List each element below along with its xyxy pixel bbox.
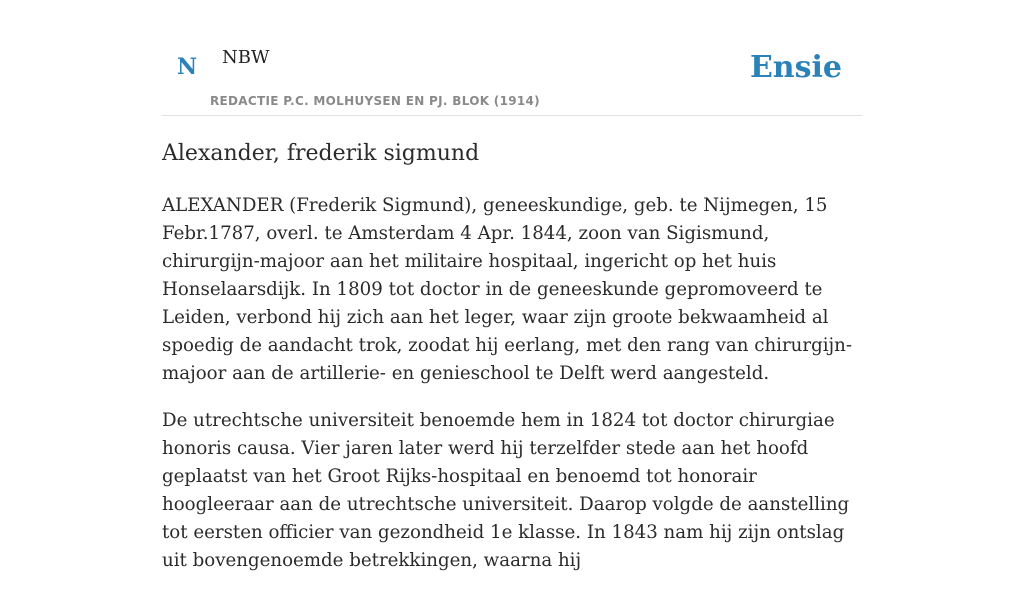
source-header	[162, 0, 862, 116]
article-title: Alexander, frederik sigmund	[162, 141, 480, 166]
source-name-link[interactable]: NBW	[222, 47, 270, 68]
brand-logo[interactable]: Ensie	[749, 50, 842, 85]
article-paragraph: ALEXANDER (Frederik Sigmund), geneeskundige, geb. te Nijmegen, 15 Febr.1787, overl. te Amsterdam 4 Apr. 1844, zoon van Sigismund, chirurgijn-majoor aan het militaire hospitaal, ingericht op het huis Honselaarsdijk. In 1809 tot doctor in de geneeskunde gepromoveerd te Leiden, verbond hij zich aan het leger, waar zijn groote bekwaamheid al spoedig de aandacht trok, zoodat hij eerlang, met den rang van chirurgijn-majoor aan de artillerie- en genieschool te Delft werd aangesteld.	[162, 195, 853, 384]
article-body	[162, 192, 862, 594]
source-logo-icon[interactable]: N	[177, 54, 198, 80]
source-subtitle: REDACTIE P.C. MOLHUYSEN EN PJ. BLOK (1914)	[210, 94, 540, 108]
article-paragraph: De utrechtsche universiteit benoemde hem in 1824 tot doctor chirurgiae honoris causa. Vier jaren later werd hij terzelfder stede aan het hoofd geplaatst van het Groot Rijks-hospitaal en benoemd tot honorair hoogleeraar aan de utrechtsche universiteit. Daarop volgde de aanstelling tot eersten officier van gezondheid 1e klasse. In 1843 nam hij zijn ontslag uit bovengenoemde betrekkingen, waarna hij	[162, 410, 850, 571]
content-column	[162, 0, 862, 571]
